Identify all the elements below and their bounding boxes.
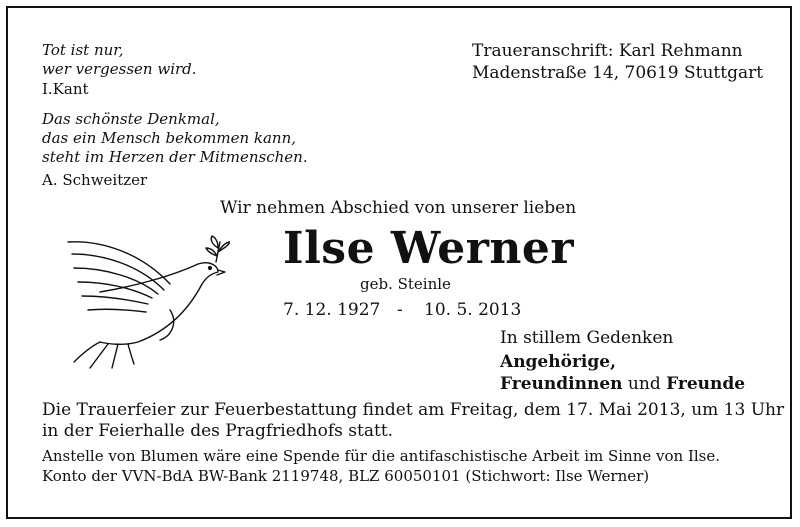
- address-line1: Traueranschrift: Karl Rehmann: [472, 41, 743, 61]
- deceased-birth-name: geb. Steinle: [360, 275, 451, 293]
- quote2-line2: das ein Mensch bekommen kann,: [42, 129, 297, 147]
- deceased-name: Ilse Werner: [283, 223, 575, 274]
- quote1-line1: Tot ist nur,: [42, 41, 124, 59]
- quote1-line2: wer vergessen wird.: [42, 60, 197, 78]
- quote2-author: A. Schweitzer: [42, 171, 148, 189]
- mourners-friends-male: Freunde: [666, 374, 746, 394]
- mourners-line1: Angehörige,: [500, 352, 616, 372]
- donation-line1: Anstelle von Blumen wäre eine Spende für die antifaschistische Arbeit im Sinne von Ilse.: [42, 447, 721, 465]
- ceremony-line1: Die Trauerfeier zur Feuerbestattung findet am Freitag, dem 17. Mai 2013, um 13 Uhr: [42, 400, 785, 420]
- mourners-line2: [500, 373, 745, 395]
- quote2-line3: steht im Herzen der Mitmenschen.: [42, 148, 308, 166]
- address-line2: Madenstraße 14, 70619 Stuttgart: [472, 63, 764, 83]
- quote2-line1: Das schönste Denkmal,: [42, 110, 220, 128]
- quote1-author: I.Kant: [42, 80, 89, 98]
- ceremony-line2: in der Feierhalle des Pragfriedhofs statt.: [42, 421, 394, 441]
- donation-line2: Konto der VVN-BdA BW-Bank 2119748, BLZ 60050101 (Stichwort: Ilse Werner): [42, 467, 650, 485]
- deceased-born-date: 7. 12. 1927: [283, 300, 381, 320]
- mourners-heading: In stillem Gedenken: [500, 328, 674, 348]
- mourners-and: und: [622, 374, 667, 394]
- dove-with-olive-branch-icon: [60, 232, 230, 372]
- intro-text: Wir nehmen Abschied von unserer lieben: [220, 198, 577, 218]
- date-separator: -: [397, 300, 403, 320]
- deceased-died-date: 10. 5. 2013: [424, 300, 522, 320]
- mourners-friends-female: Freundinnen: [500, 374, 623, 394]
